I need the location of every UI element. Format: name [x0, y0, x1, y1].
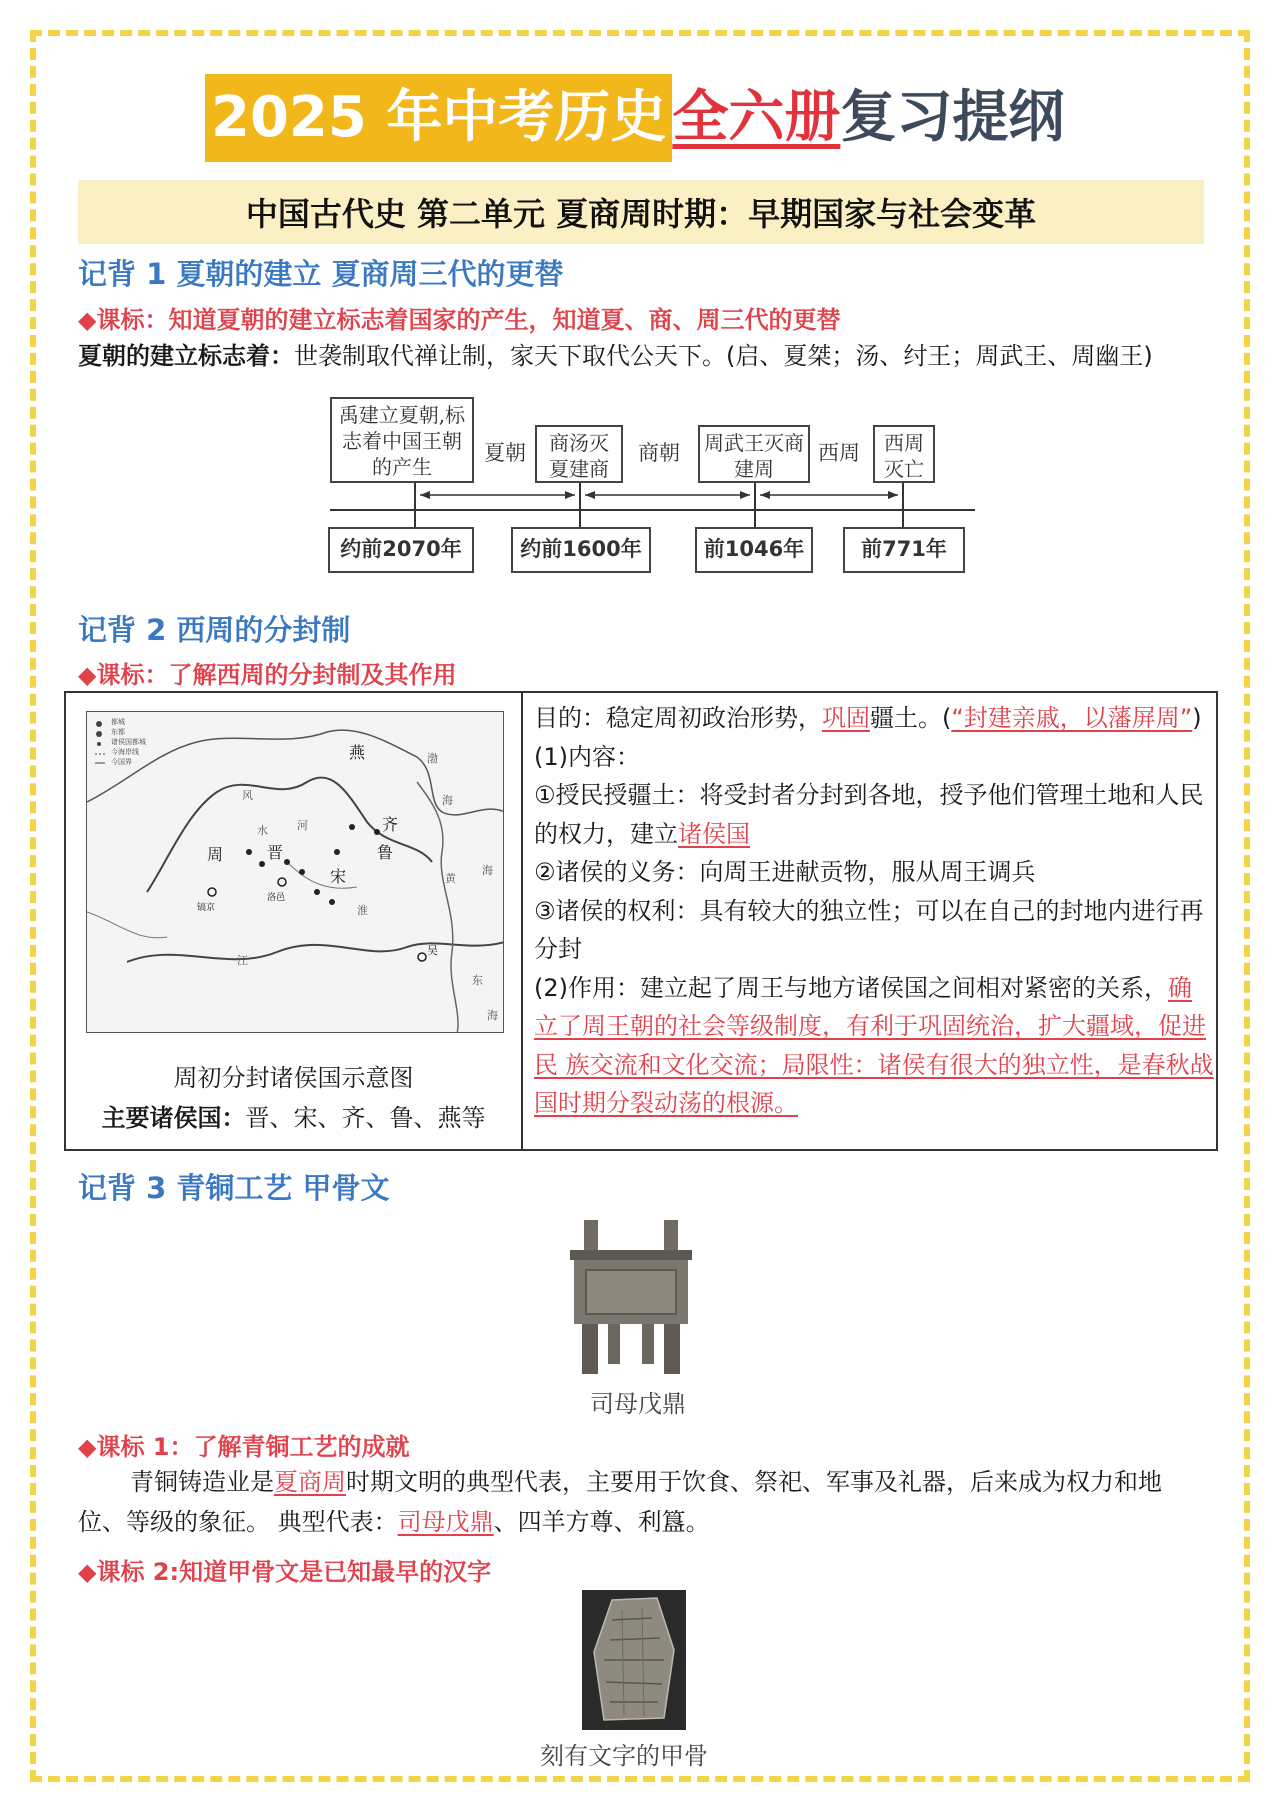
map-label-bo: 渤	[427, 752, 438, 765]
timeline	[320, 395, 980, 585]
item1-red: 诸侯国	[678, 819, 750, 848]
map-label-zhou: 周	[207, 845, 224, 864]
effect-red: 确立了周王朝的社会等级制度，有利于巩固统治，扩大疆域，促进民 族交流和文化交流；局限性：诸侯有很大的独立性，是春秋战国时期分裂动荡的根源。	[534, 973, 1214, 1117]
content-label: (1)内容：	[534, 742, 640, 771]
section1-heading: 记背 1 夏朝的建立 夏商周三代的更替	[78, 257, 564, 291]
main-states-text: 晋、宋、齐、鲁、燕等	[245, 1104, 486, 1132]
main-states-line	[66, 1098, 521, 1133]
map-label-jiang: 江	[237, 954, 248, 967]
section1-body	[78, 336, 1153, 376]
oracle-bone-image	[582, 1590, 686, 1730]
bronze-red1: 夏商周	[274, 1468, 346, 1496]
map-legend-1: 都城	[111, 718, 125, 726]
map-caption: 周初分封诸侯国示意图	[173, 1064, 414, 1092]
section1-standard: ◆课标：知道夏朝的建立标志着国家的产生，知道夏、商、周三代的更替	[78, 306, 841, 334]
map-label-hai1: 海	[442, 794, 453, 807]
section1-body-label: 夏朝的建立标志着：	[78, 342, 294, 370]
fengjian-map	[86, 711, 504, 1033]
map-legend-3: 诸侯国都城	[111, 738, 146, 746]
map-label-luoyi: 洛邑	[267, 893, 286, 903]
section1-body-text: 世袭制取代禅让制，家天下取代公天下。(启、夏桀；汤、纣王；周武王、周幽王)	[294, 342, 1153, 370]
item1-text: ①授民授疆土：将受封者分封到各地，授予他们管理土地和人民的权力，建立	[534, 781, 1204, 848]
timeline-period-xia: 夏朝	[484, 441, 526, 465]
map-legend-2: 东都	[111, 728, 125, 736]
map-label-song: 宋	[330, 867, 347, 886]
map-label-feng: 风	[242, 789, 253, 802]
purpose-end: )	[1192, 704, 1202, 732]
map-label-qi: 齐	[382, 815, 399, 834]
bronze-pre: 青铜铸造业是	[130, 1468, 274, 1496]
map-label-yan: 燕	[349, 743, 366, 762]
fengjian-details	[534, 699, 1214, 1123]
title-red: 全六册	[672, 84, 841, 150]
map-outline	[87, 712, 504, 1033]
section2-heading: 记背 2 西周的分封制	[78, 613, 351, 647]
map-label-haojing: 镐京	[197, 903, 216, 913]
map-label-huang: 黄	[445, 872, 456, 885]
map-label-dong: 东	[472, 974, 483, 987]
timeline-event-2: 商汤灭夏建商	[535, 425, 623, 483]
effect-line	[534, 969, 1214, 1123]
map-label-jin: 晋	[267, 843, 284, 862]
timeline-event-3: 周武王灭商建周	[698, 425, 810, 483]
content-item-3: ③诸侯的权利：具有较大的独立性；可以在自己的封地内进行再分封	[534, 896, 1204, 963]
title-highlight: 2025 年中考历史	[205, 74, 672, 162]
simuwu-ding-image	[556, 1218, 706, 1378]
map-label-lu: 鲁	[377, 843, 394, 862]
timeline-date-4: 前771年	[843, 527, 965, 573]
ding-caption: 司母戊鼎	[590, 1390, 686, 1418]
timeline-date-3: 前1046年	[695, 527, 813, 573]
timeline-period-shang: 商朝	[638, 441, 680, 465]
map-label-he: 河	[297, 819, 308, 832]
oracle-bone-drawing	[582, 1590, 686, 1730]
purpose-quote: “封建亲戚，以藩屏周”	[951, 704, 1193, 732]
timeline-event-1: 禹建立夏朝,标志着中国王朝的产生	[330, 397, 474, 483]
timeline-date-1: 约前2070年	[328, 527, 474, 573]
bronze-body	[78, 1462, 1208, 1542]
section3-heading: 记背 3 青铜工艺 甲骨文	[78, 1171, 390, 1205]
map-label-huai: 淮	[357, 904, 368, 917]
content-item-2: ②诸侯的义务：向周王进献贡物，服从周王调兵	[534, 858, 1036, 886]
unit-bar: 中国古代史 第二单元 夏商周时期：早期国家与社会变革	[78, 180, 1204, 244]
oracle-bone-caption: 刻有文字的甲骨	[540, 1742, 708, 1770]
map-legend-5: 今国界	[111, 758, 132, 766]
timeline-event-4: 西周灭亡	[873, 425, 935, 483]
bronze-end: 、四羊方尊、利簋。	[493, 1508, 710, 1536]
timeline-period-xizhou: 西周	[818, 441, 860, 465]
section3-standard1: ◆课标 1：了解青铜工艺的成就	[78, 1433, 410, 1461]
table-divider	[521, 693, 523, 1149]
purpose-mid: 疆土。(	[870, 704, 952, 732]
ding-drawing	[556, 1218, 706, 1378]
effect-pre: (2)作用：建立起了周王与地方诸侯国之间相对紧密的关系，	[534, 973, 1168, 1002]
map-label-hai2: 海	[482, 864, 493, 877]
purpose-pre: 目的：稳定周初政治形势，	[534, 704, 822, 732]
page-title	[205, 70, 1064, 165]
section2-standard: ◆课标：了解西周的分封制及其作用	[78, 661, 457, 689]
timeline-date-2: 约前1600年	[511, 527, 651, 573]
main-states-label: 主要诸侯国：	[101, 1104, 246, 1132]
fengjian-table	[64, 691, 1218, 1151]
title-dark: 复习提纲	[840, 84, 1065, 150]
section3-standard2: ◆课标 2:知道甲骨文是已知最早的汉字	[78, 1558, 492, 1586]
map-label-wu: 吴	[427, 944, 438, 957]
content-item-1	[534, 776, 1214, 853]
map-label-hai3: 海	[487, 1009, 498, 1022]
map-label-shui: 水	[257, 824, 268, 837]
bronze-mid: 时期文明的典型代表，主要用于饮食、祭祀、军事及礼器，后来成为权力和地位、等级的象征。 典型代表：	[78, 1468, 1162, 1536]
map-legend-4: 今海岸线	[111, 748, 139, 756]
bronze-red2: 司母戊鼎	[397, 1508, 494, 1536]
purpose-line	[534, 699, 1214, 738]
purpose-red1: 巩固	[822, 704, 870, 732]
